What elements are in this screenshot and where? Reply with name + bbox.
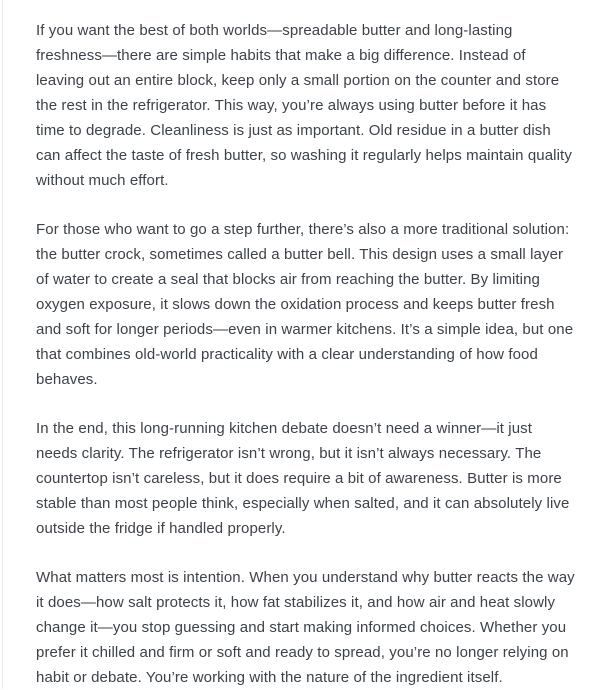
paragraph-butter-habits: If you want the best of both worlds—spreadable butter and long-lasting freshness—there are simple habits that make a big difference. Instead of leaving out an entire block, keep only a small portion on the counter and store the rest in the refrigerator. This way, you’re always using butter before it has time to degrade. Cleanliness is just as important. Old residue in a butter dish can affect the taste of fresh butter, so washing it regularly helps maintain quality without much effort.: [36, 22, 572, 189]
article-body: [36, 18, 576, 690]
paragraph-intention: What matters most is intention. When you understand why butter reacts the way it does—how salt protects it, how fat stabilizes it, and how air and heat slowly change it—you stop guessing and start making informed choices. Whether you prefer it chilled and firm or soft and ready to spread, you’re no longer relying on habit or debate. You’re working with the nature of the ingredient itself.: [36, 569, 575, 686]
left-edge-divider: [2, 0, 3, 689]
paragraph-butter-crock: For those who want to go a step further, there’s also a more traditional solution: the butter crock, sometimes called a butter bell. This design uses a small layer of water to create a seal that blocks air from reaching the butter. By limiting oxygen exposure, it slows down the oxidation process and keeps butter fresh and soft for longer periods—even in warmer kitchens. It’s a simple idea, but one that combines old-world practicality with a clear understanding of how food behaves.: [36, 221, 574, 388]
paragraph-debate-clarity: In the end, this long-running kitchen debate doesn’t need a winner—it just needs clarity. The refrigerator isn’t wrong, but it isn’t always necessary. The countertop isn’t careless, but it does require a bit of awareness. Butter is more stable than most people think, especially when salted, and it can absolutely live outside the fridge if handled properly.: [36, 420, 570, 537]
